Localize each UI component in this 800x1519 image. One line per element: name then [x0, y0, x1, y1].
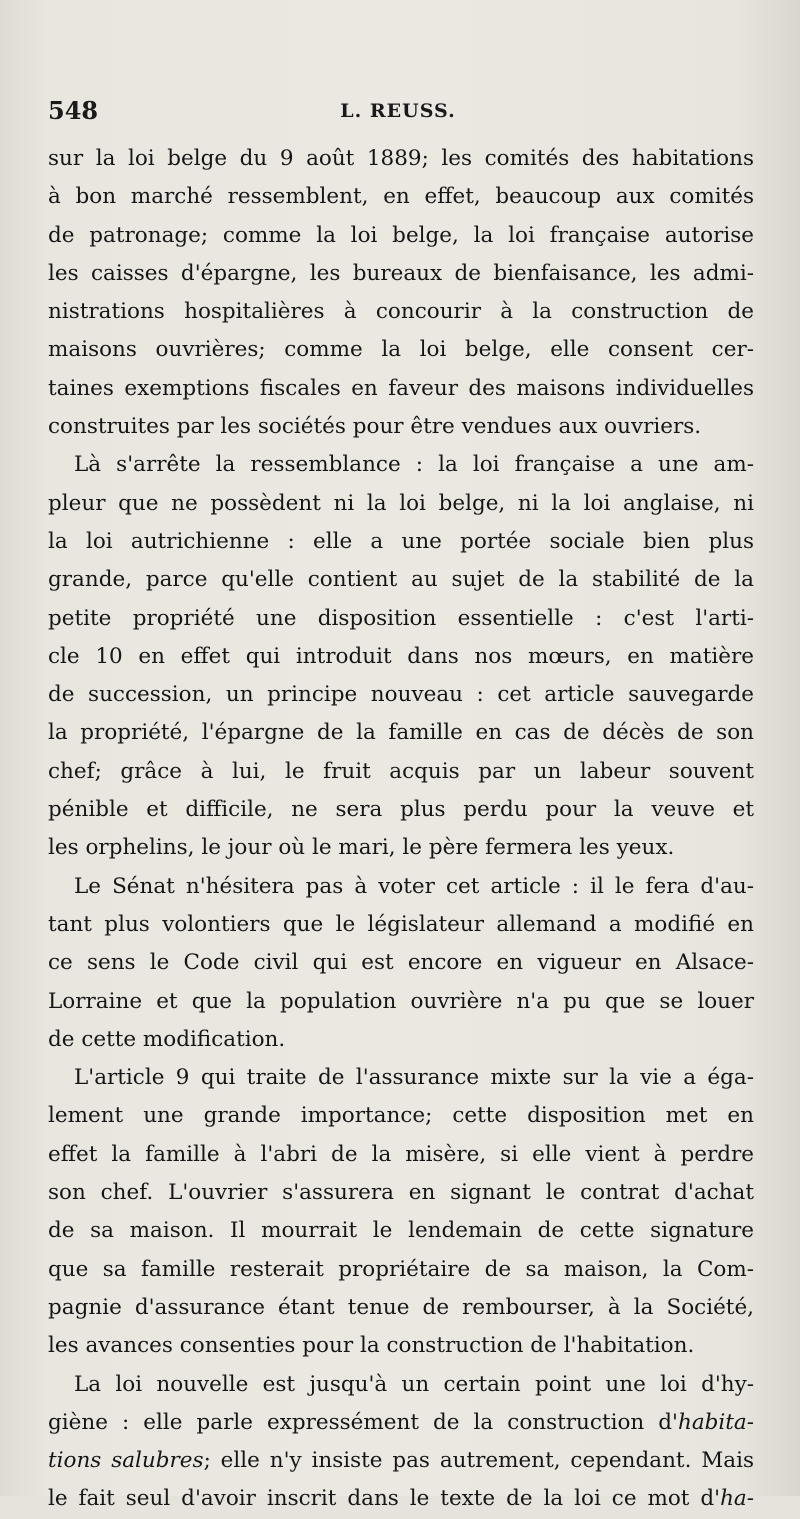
text-line: les avances consenties pour la construction de l'habitation. — [48, 1333, 695, 1359]
text-line: construites par les sociétés pour être vendues aux ouvriers. — [48, 414, 702, 440]
text-line: de cette modification. — [48, 1026, 286, 1052]
text-line: les orphelins, le jour où le mari, le père fermera les yeux. — [48, 835, 675, 861]
text-line: la propriété, l'épargne de la famille en cas de décès de son — [48, 720, 754, 746]
text-line: Lorraine et que la population ouvrière n'a pu que se louer — [48, 988, 754, 1014]
text-segment: giène : elle parle expressément de la construction d' — [48, 1409, 678, 1435]
text-line: Le Sénat n'hésitera pas à voter cet article : il le fera d'au- — [74, 873, 754, 899]
text-line: grande, parce qu'elle contient au sujet de la stabilité de la — [48, 567, 754, 593]
running-title: L. REUSS. — [340, 100, 456, 122]
text-line: nistrations hospitalières à concourir à la construction de — [48, 299, 754, 325]
text-line: de patronage; comme la loi belge, la loi française autorise — [48, 222, 754, 248]
text-line — [48, 1442, 754, 1480]
text-line: tant plus volontiers que le législateur allemand a modifié en — [48, 911, 754, 937]
text-line: La loi nouvelle est jusqu'à un certain point une loi d'hy- — [74, 1371, 754, 1397]
body-text — [48, 140, 754, 1519]
text-line: pénible et difficile, ne sera plus perdu pour la veuve et — [48, 797, 754, 823]
running-header — [48, 96, 758, 132]
text-segment: ; elle n'y insiste pas autrement, cependant. Mais — [203, 1448, 754, 1474]
text-line: taines exemptions fiscales en faveur des maisons individuelles — [48, 375, 754, 401]
text-line: à bon marché ressemblent, en effet, beaucoup aux comités — [48, 184, 754, 210]
text-line: sur la loi belge du 9 août 1889; les comités des habitations — [48, 146, 754, 171]
text-line: la loi autrichienne : elle a une portée sociale bien plus — [48, 528, 754, 554]
text-line — [48, 1404, 754, 1442]
text-line: son chef. L'ouvrier s'assurera en signant le contrat d'achat — [48, 1180, 754, 1206]
text-line: Là s'arrête la ressemblance : la loi française a une am- — [74, 452, 754, 478]
italic-segment: habita- — [677, 1409, 754, 1435]
text-line: pleur que ne possèdent ni la loi belge, ni la loi anglaise, ni — [48, 490, 754, 516]
text-line: de succession, un principe nouveau : cet article sauvegarde — [48, 682, 754, 708]
text-line: cle 10 en effet qui introduit dans nos mœurs, en matière — [48, 643, 754, 669]
italic-segment: tions salubres — [48, 1448, 204, 1474]
text-line: que sa famille resterait propriétaire de sa maison, la Com- — [48, 1256, 754, 1282]
text-line: lement une grande importance; cette disposition met en — [48, 1103, 754, 1129]
text-line: de sa maison. Il mourrait le lendemain de cette signature — [48, 1218, 754, 1244]
page-number: 548 — [48, 96, 99, 125]
text-line: pagnie d'assurance étant tenue de rembourser, à la Société, — [48, 1294, 754, 1320]
italic-segment: ha- — [720, 1486, 754, 1512]
text-line: effet la famille à l'abri de la misère, si elle vient à perdre — [48, 1141, 754, 1167]
text-line: L'article 9 qui traite de l'assurance mixte sur la vie a éga- — [74, 1065, 754, 1091]
text-segment: le fait seul d'avoir inscrit dans le texte de la loi ce mot d' — [48, 1486, 721, 1512]
text-line — [48, 1480, 754, 1518]
text-line: petite propriété une disposition essentielle : c'est l'arti- — [48, 605, 754, 631]
text-line: chef; grâce à lui, le fruit acquis par un labeur souvent — [48, 758, 754, 784]
text-line: les caisses d'épargne, les bureaux de bienfaisance, les admi- — [48, 260, 754, 286]
text-line: maisons ouvrières; comme la loi belge, elle consent cer- — [48, 337, 754, 363]
text-line: ce sens le Code civil qui est encore en vigueur en Alsace- — [48, 950, 754, 976]
